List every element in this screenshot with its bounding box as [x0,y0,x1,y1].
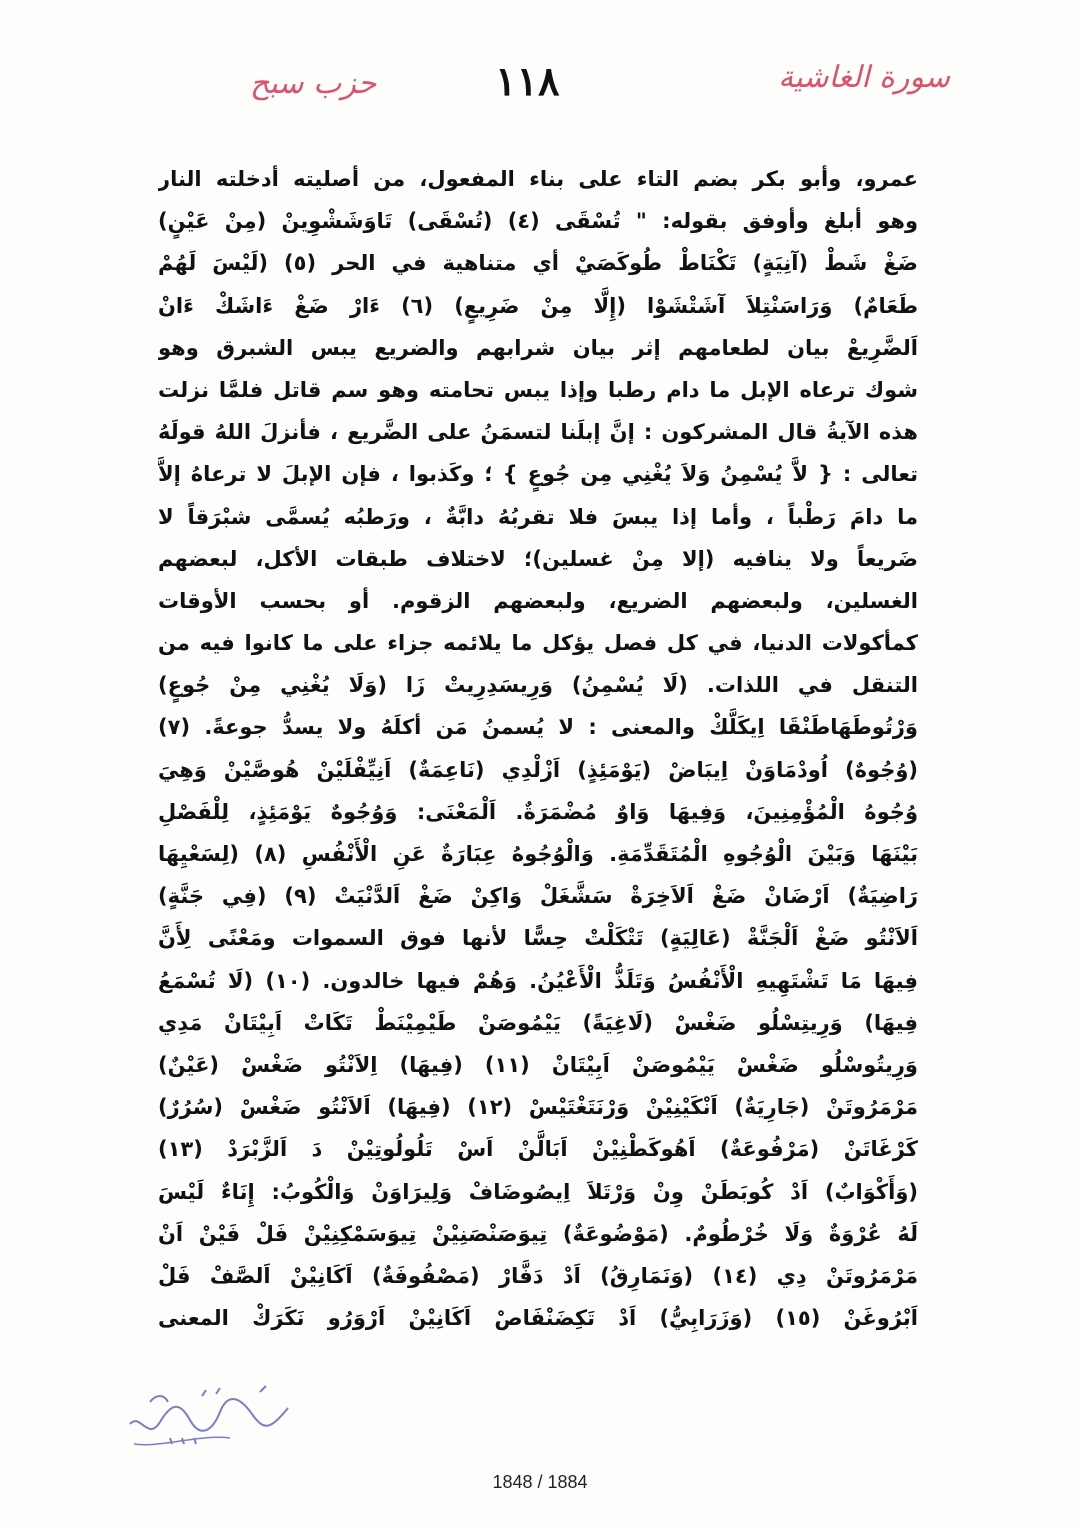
text-line: كَرْغَاتَنْ (مَرْفُوعَةٌ) اَهُوكَطْنِيْنْ اَبَالَّنْ اَسْ تَلُولُوتِيْنْ دَ اَلزَّبْرَدْ (١٣) [158,1137,918,1162]
text-line: اَبْرُوغَنْ (١٥) (وَزَرَابِيُّ) اَدْ تَكِضَنْفَاصْ اَكَانِيْنْ اَرْوَرُو نَكَرَكْ المعنى [158,1306,918,1331]
text-line: فِيهَا مَا تَشْتَهِيهِ الْأَنْفُسُ وَتَلَذُّ الْأَعْيُنُ. وَهُمْ فيها خالدون. (١٠) (لَا تُسْمَعُ [158,968,918,993]
page-counter: 1848 / 1884 [492,1472,588,1492]
text-line: بَيْنَهَا وَبَيْنَ الْوُجُوهِ الْمُتَقَدِّمَةِ. وَالْوُجُوهُ عِبَارَةٌ عَنِ الْأَنْفُسِ (٨) (لِسَعْيِهَا [158,842,918,866]
text-line: عمرو، وأبو بكر بضم التاء على بناء المفعول، من أصليته أدخلته النار [158,167,918,191]
text-line: شوك ترعاه الإبل ما دام رطبا وإذا يبس تحامته وهو سم قاتل فلمَّا نزلت [158,377,918,402]
text-line: هذه الآيةُ قال المشركون : إنَّ إبلَنا لتسمَنُ على الضَّريع ، فأنزلَ اللهُ قولَهُ [158,420,918,445]
page-header [150,52,950,122]
text-line: وهو أبلغ وأوفق بقوله: " تُسْقَى (٤) (تُسْقَى) تَاوَشَشْوِينْ (مِنْ عَيْنٍ) [158,209,918,234]
text-line: وَرِيتُوسْلُو ضَغْسْ يَيْمُوصَنْ اَبِيْتَانْ (١١) (فِيهَا) اِلاَنْتُو ضَغْسْ (عَيْنٌ) [158,1052,918,1077]
section-note-hizb: حزب سبح [250,66,377,101]
text-line: مَرْمَرُوتَنْ دِي (١٤) (وَنَمَارِقُ) اَدْ دَفَّارْ (مَصْفُوفَةٌ) اَكَانِيْنْ اَلصَّفْ فَلْ [158,1263,918,1288]
text-line: ما دامَ رَطْباً ، وأما إذا يبسَ فلا تقربُهُ دابَّةٌ ، ورَطبُه يُسمَّى شبْرَقاً لا [158,504,918,529]
handwritten-signature [120,1372,300,1452]
text-line: لَهُ عُرْوَةٌ وَلَا خُرْطُومٌ. (مَوْضُوعَةٌ) تِيوَصَنْصَنِيْنْ تِيوَسَمْكِنِيْنْ فَلْ فَيْنْ اَنْ [158,1221,918,1246]
text-line: اَلضَّرِيعْ بيان لطعامهم إثر بيان شرابهم والضريع يبس الشبرق وهو [158,335,918,360]
text-line: ضَريعاً ولا ينافيه (إلا مِنْ غسلين)؛ لاختلاف طبقات الأكل، لبعضهم [158,546,918,571]
text-line: التنقل في اللذات. (لَا يُسْمِنُ) وَرِيسَدِرِيتْ زَا (وَلَا يُغْنِي مِنْ جُوعٍ) [158,673,918,698]
text-line: تعالى : { لاَّ يُسْمِنُ وَلاَ يُغْنِي مِن جُوعٍ } ؛ وكَذبوا ، فإن الإبلَ لا ترعاهُ إلاَّ [158,462,918,487]
text-line: رَاضِيَةٌ) اَرْضَانْ ضَغْ اَلاَخِرَةْ سَشَّغَلْ وَاكِنْ ضَغْ اَلدَّنْيَتْ (٩) (فِي جَنَّةٍ) [158,884,918,909]
text-line: الغسلين، ولبعضهم الضريع، ولبعضهم الزقوم. أو بحسب الأوقات [158,588,918,613]
text-line: وَرْتُوطَهَاطَنْقَا اِيكَلَّكْ والمعنى : لا يُسمنُ مَن أكلَهُ ولا يسدُّ جوعةً. (٧) [158,715,918,740]
main-text-block [158,158,918,1339]
page-number: ١١٨ [495,58,560,105]
text-line: كمأكولات الدنيا، في كل فصل يؤكل ما يلائمه جزاء على ما كانوا فيه من [158,631,918,656]
text-line: طَعَامٌ) وَرَاسَنْتِلاَ آشَتْشَوْا (إِلَّا مِنْ ضَرِيعٍ) (٦) ءَارْ ضَغْ ءَاشَكْ ءَانْ [158,293,918,318]
text-line: فِيهَا) وَرِيتِسْلُو ضَغْسْ (لَاغِيَةً) يَيْمُوصَنْ طَيْمِيْنَطْ تَكَاتْ اَبِيْتَانْ مَدِي [158,1010,918,1035]
text-line: وُجُوهُ الْمُؤْمِنِينَ، وَفِيهَا وَاوٌ مُضْمَرَةٌ. اَلْمَعْنَى: وَوُجُوهٌ يَوْمَئِذٍ، لِلْفَصْلِ [158,799,918,824]
text-line: ضَغْ شَطْ (آنِيَةٍ) تَكْنَاطْ طُوكَصَيْ أي متناهية في الحر (٥) (لَيْسَ لَهُمْ [158,251,918,276]
text-line: (وَأَكْوَابٌ) اَدْ كُوبَطَنْ وِنْ وَرْتَلاَ اِيصُوضَافْ وَلِيرَاوَنْ وَالْكُوبُ: إِنَاءٌ لَيْسَ [158,1179,918,1204]
text-line: مَرْمَرُوتَنْ (جَارِيَةٌ) اَنْكَيْنِيْنْ وَرْنَتَغْتَيْسْ (١٢) (فِيهَا) اَلاَنْتُو ضَغْسْ (سُرُرٌ) [158,1095,918,1120]
text-line: اَلاَنْتُو ضَغْ اَلْجَنَّةْ (عَالِيَةٍ) تَتْكَلْتْ حِسًّا لأنها فوق السموات ومَعْنًى لِأَنَّ [158,926,918,951]
text-line: (وُجُوهٌ) اُودْمَاوَنْ اِيبَاضْ (يَوْمَئِذٍ) اَزْلْدِي (نَاعِمَةٌ) اَنِيِّفْلَيْنْ هُوصَّيْنْ وَهِيَ [158,757,918,782]
surah-name-note: سورة الغاشية [778,60,950,95]
